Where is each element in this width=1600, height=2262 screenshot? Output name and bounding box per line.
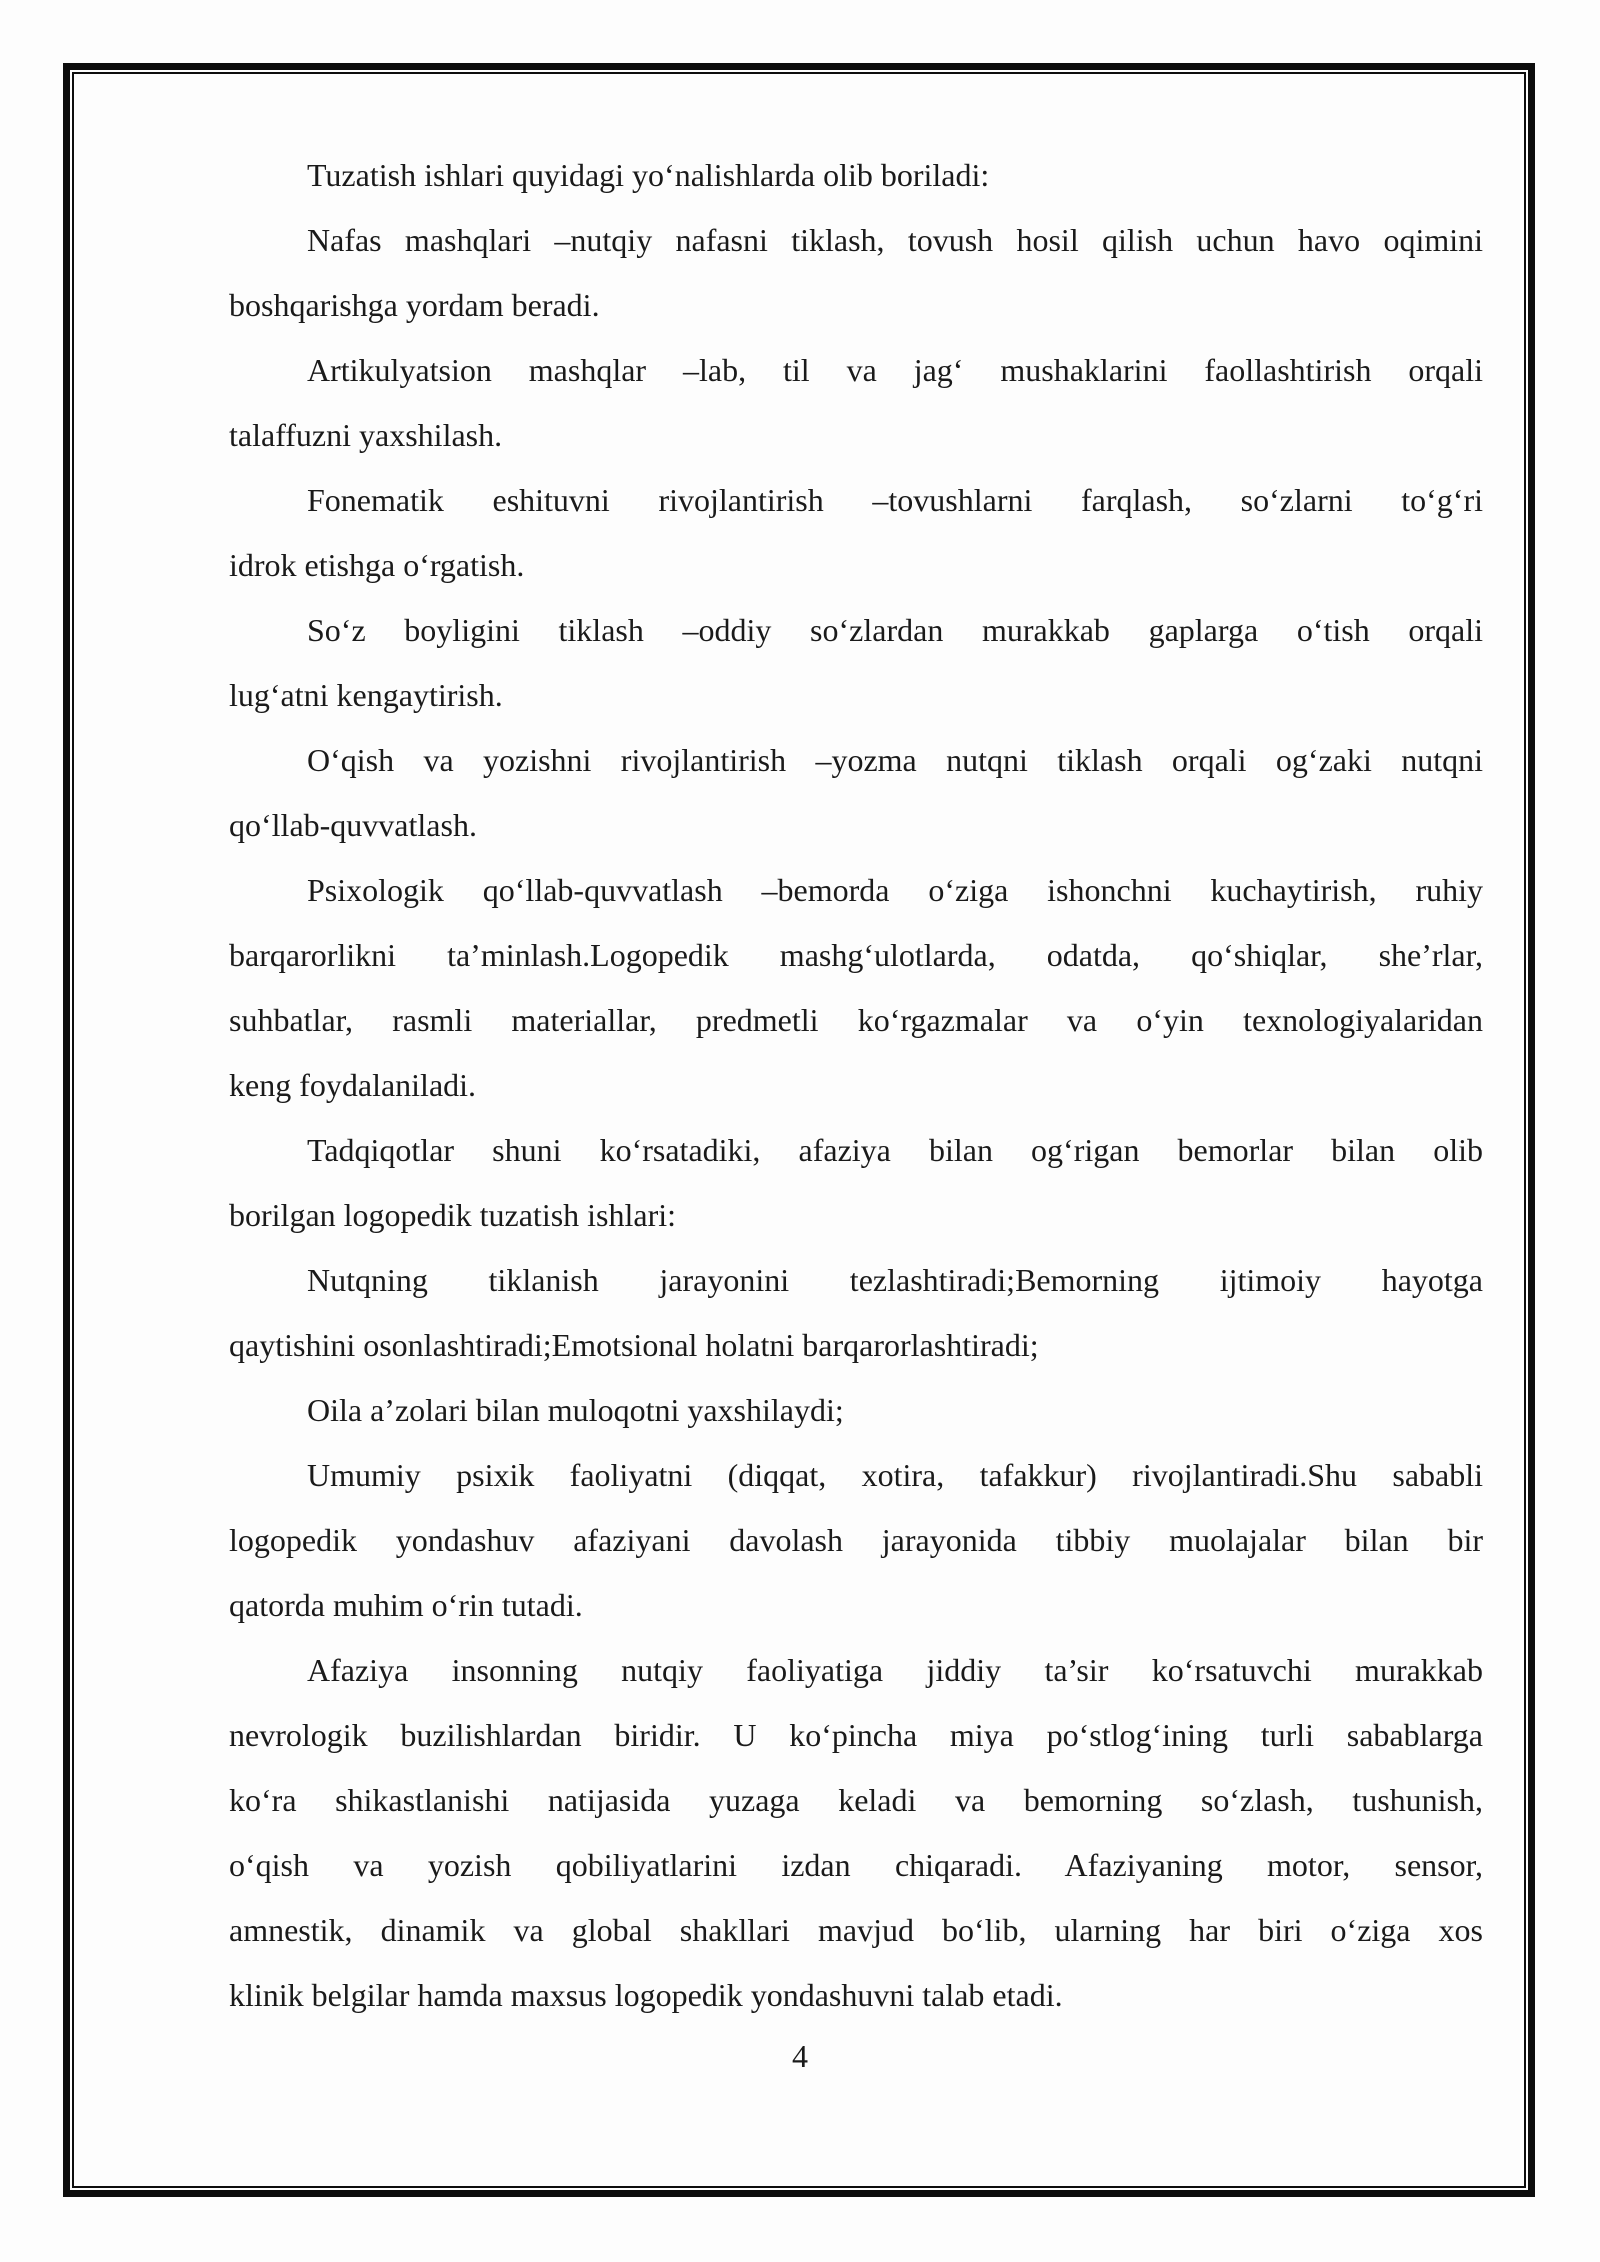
text-line: logopedik yondashuv afaziyani davolash jarayonida tibbiy muolajalar bilan bir: [229, 1522, 1483, 1558]
document-text-block: [229, 143, 1483, 2028]
text-line: keng foydalaniladi.: [229, 1067, 477, 1103]
page-number: 4: [792, 2038, 808, 2074]
text-line: Tuzatish ishlari quyidagi yo‘nalishlarda olib boriladi:: [307, 157, 990, 193]
text-line: ko‘ra shikastlanishi natijasida yuzaga keladi va bemorning so‘zlash, tushunish,: [229, 1782, 1483, 1818]
paragraph: [229, 598, 1483, 728]
text-line: qaytishini osonlashtiradi;Emotsional holatni barqarorlashtiradi;: [229, 1327, 1039, 1363]
text-line: Umumiy psixik faoliyatni (diqqat, xotira, tafakkur) rivojlantiradi.Shu sababli: [307, 1457, 1483, 1493]
text-line: amnestik, dinamik va global shakllari mavjud bo‘lib, ularning har biri o‘ziga xos: [229, 1912, 1483, 1948]
paragraph: [229, 1118, 1483, 1248]
paragraph: [229, 338, 1483, 468]
text-line: talaffuzni yaxshilash.: [229, 417, 503, 453]
text-line: qo‘llab-quvvatlash.: [229, 807, 477, 843]
text-line: Nutqning tiklanish jarayonini tezlashtiradi;Bemorning ijtimoiy hayotga: [307, 1262, 1483, 1298]
text-line: klinik belgilar hamda maxsus logopedik yondashuvni talab etadi.: [229, 1977, 1063, 2013]
paragraph: [229, 1638, 1483, 2028]
text-line: Afaziya insonning nutqiy faoliyatiga jiddiy ta’sir ko‘rsatuvchi murakkab: [307, 1652, 1483, 1688]
text-line: O‘qish va yozishni rivojlantirish –yozma nutqni tiklash orqali og‘zaki nutqni: [307, 742, 1483, 778]
text-line: lug‘atni kengaytirish.: [229, 677, 503, 713]
paragraph: [229, 468, 1483, 598]
text-line: o‘qish va yozish qobiliyatlarini izdan chiqaradi. Afaziyaning motor, sensor,: [229, 1847, 1483, 1883]
text-line: Oila a’zolari bilan muloqotni yaxshilaydi;: [307, 1392, 844, 1428]
text-line: suhbatlar, rasmli materiallar, predmetli ko‘rgazmalar va o‘yin texnologiyalaridan: [229, 1002, 1483, 1038]
paragraph: [229, 728, 1483, 858]
paragraph: [229, 1248, 1483, 1378]
text-line: nevrologik buzilishlardan biridir. U ko‘pincha miya po‘stlog‘ining turli sabablarga: [229, 1717, 1483, 1753]
paragraph: [229, 1378, 1483, 1443]
text-line: Fonematik eshituvni rivojlantirish –tovushlarni farqlash, so‘zlarni to‘g‘ri: [307, 482, 1483, 518]
text-line: Tadqiqotlar shuni ko‘rsatadiki, afaziya bilan og‘rigan bemorlar bilan olib: [307, 1132, 1483, 1168]
text-line: Artikulyatsion mashqlar –lab, til va jag‘ mushaklarini faollashtirish orqali: [307, 352, 1483, 388]
paragraph: [229, 208, 1483, 338]
text-line: qatorda muhim o‘rin tutadi.: [229, 1587, 583, 1623]
text-line: boshqarishga yordam beradi.: [229, 287, 600, 323]
text-line: So‘z boyligini tiklash –oddiy so‘zlardan murakkab gaplarga o‘tish orqali: [307, 612, 1483, 648]
text-line: borilgan logopedik tuzatish ishlari:: [229, 1197, 677, 1233]
paragraph: [229, 143, 1483, 208]
text-line: barqarorlikni ta’minlash.Logopedik mashg‘ulotlarda, odatda, qo‘shiqlar, she’rlar,: [229, 937, 1483, 973]
paragraph: [229, 1443, 1483, 1638]
text-line: Psixologik qo‘llab-quvvatlash –bemorda o‘ziga ishonchni kuchaytirish, ruhiy: [307, 872, 1483, 908]
text-line: Nafas mashqlari –nutqiy nafasni tiklash, tovush hosil qilish uchun havo oqimini: [307, 222, 1483, 258]
text-line: idrok etishga o‘rgatish.: [229, 547, 525, 583]
paragraph: [229, 858, 1483, 1118]
